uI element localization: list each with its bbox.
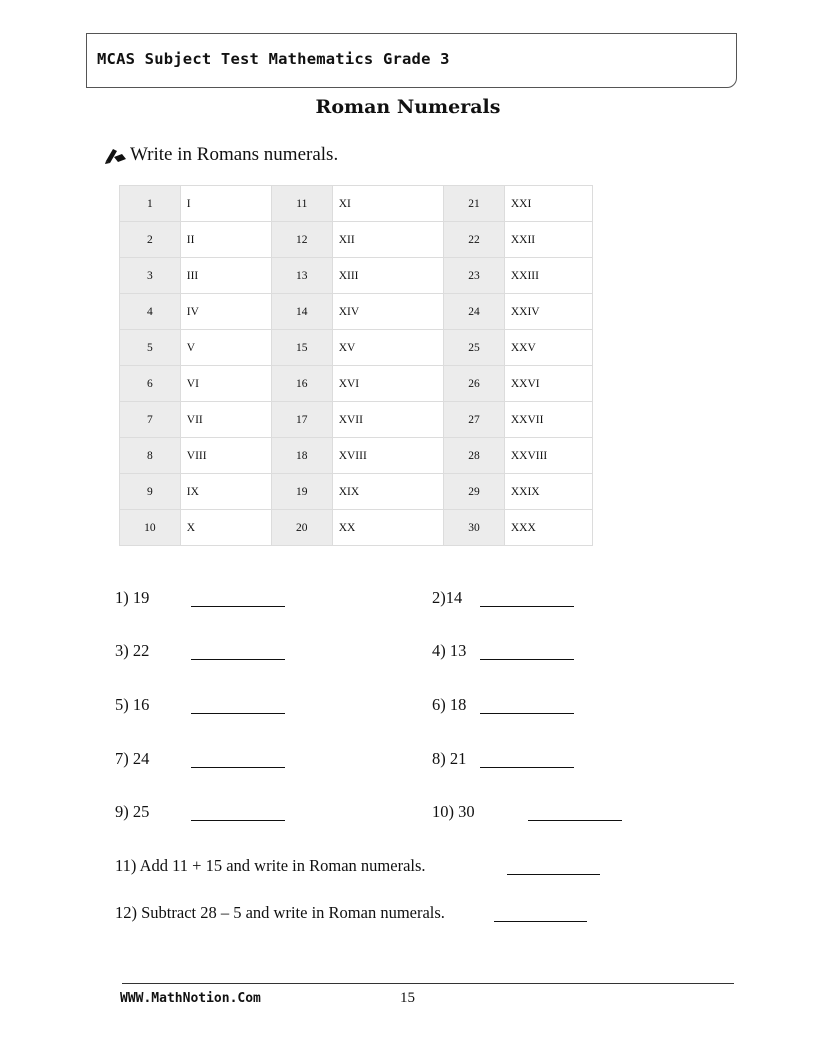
answer-blank-10[interactable] — [528, 820, 622, 821]
roman-cell: XXVII — [504, 402, 592, 438]
roman-reference-table — [119, 185, 593, 546]
roman-cell: VIII — [180, 438, 271, 474]
number-cell: 17 — [271, 402, 332, 438]
number-cell: 3 — [120, 258, 181, 294]
number-cell: 27 — [444, 402, 505, 438]
answer-blank-1[interactable] — [191, 606, 285, 607]
question-7: 7) 24 — [115, 749, 150, 768]
roman-cell: I — [180, 186, 271, 222]
number-cell: 1 — [120, 186, 181, 222]
question-4: 4) 13 — [432, 641, 467, 660]
number-cell: 24 — [444, 294, 505, 330]
table-row — [120, 438, 593, 474]
table-row — [120, 474, 593, 510]
number-cell: 4 — [120, 294, 181, 330]
question-6: 6) 18 — [432, 695, 467, 714]
footer-website: WWW.MathNotion.Com — [120, 991, 261, 1006]
roman-cell: XXII — [504, 222, 592, 258]
roman-cell: XIX — [332, 474, 443, 510]
roman-cell: X — [180, 510, 271, 546]
table-row — [120, 258, 593, 294]
roman-cell: XVIII — [332, 438, 443, 474]
answer-blank-8[interactable] — [480, 767, 574, 768]
pencil-icon — [104, 145, 128, 165]
question-3: 3) 22 — [115, 641, 150, 660]
number-cell: 12 — [271, 222, 332, 258]
question-10: 10) 30 — [432, 802, 475, 821]
roman-cell: XX — [332, 510, 443, 546]
answer-blank-6[interactable] — [480, 713, 574, 714]
table-row — [120, 294, 593, 330]
roman-cell: VI — [180, 366, 271, 402]
number-cell: 2 — [120, 222, 181, 258]
roman-cell: XVI — [332, 366, 443, 402]
roman-cell: II — [180, 222, 271, 258]
roman-cell: XXV — [504, 330, 592, 366]
answer-blank-7[interactable] — [191, 767, 285, 768]
roman-cell: VII — [180, 402, 271, 438]
roman-cell: IV — [180, 294, 271, 330]
number-cell: 25 — [444, 330, 505, 366]
question-2: 2)14 — [432, 588, 463, 607]
roman-cell: III — [180, 258, 271, 294]
question-8: 8) 21 — [432, 749, 467, 768]
header-title: MCAS Subject Test Mathematics Grade 3 — [97, 50, 450, 68]
number-cell: 9 — [120, 474, 181, 510]
page-number: 15 — [400, 990, 415, 1006]
roman-cell: XII — [332, 222, 443, 258]
number-cell: 13 — [271, 258, 332, 294]
roman-cell: XXIV — [504, 294, 592, 330]
instruction — [104, 144, 338, 166]
roman-cell: IX — [180, 474, 271, 510]
answer-blank-5[interactable] — [191, 713, 285, 714]
answer-blank-4[interactable] — [480, 659, 574, 660]
number-cell: 30 — [444, 510, 505, 546]
table-row — [120, 222, 593, 258]
roman-cell: XI — [332, 186, 443, 222]
number-cell: 15 — [271, 330, 332, 366]
answer-blank-2[interactable] — [480, 606, 574, 607]
roman-cell: XXI — [504, 186, 592, 222]
answer-blank-9[interactable] — [191, 820, 285, 821]
number-cell: 18 — [271, 438, 332, 474]
table-row — [120, 510, 593, 546]
instruction-text: Write in Romans numerals. — [130, 144, 339, 165]
footer-divider — [122, 983, 734, 984]
roman-cell: XXVI — [504, 366, 592, 402]
question-9: 9) 25 — [115, 802, 150, 821]
number-cell: 21 — [444, 186, 505, 222]
number-cell: 5 — [120, 330, 181, 366]
answer-blank-12[interactable] — [494, 921, 587, 922]
number-cell: 11 — [271, 186, 332, 222]
number-cell: 16 — [271, 366, 332, 402]
number-cell: 6 — [120, 366, 181, 402]
number-cell: 29 — [444, 474, 505, 510]
roman-cell: XXIX — [504, 474, 592, 510]
roman-cell: XIII — [332, 258, 443, 294]
roman-cell: V — [180, 330, 271, 366]
number-cell: 23 — [444, 258, 505, 294]
number-cell: 28 — [444, 438, 505, 474]
answer-blank-11[interactable] — [507, 874, 600, 875]
question-5: 5) 16 — [115, 695, 150, 714]
number-cell: 20 — [271, 510, 332, 546]
table-row — [120, 330, 593, 366]
question-11: 11) Add 11 + 15 and write in Roman numerals. — [115, 856, 426, 875]
table-row — [120, 186, 593, 222]
answer-blank-3[interactable] — [191, 659, 285, 660]
number-cell: 14 — [271, 294, 332, 330]
roman-cell: XXVIII — [504, 438, 592, 474]
table-row — [120, 402, 593, 438]
number-cell: 7 — [120, 402, 181, 438]
number-cell: 8 — [120, 438, 181, 474]
number-cell: 26 — [444, 366, 505, 402]
question-1: 1) 19 — [115, 588, 150, 607]
page-title: Roman Numerals — [315, 96, 501, 118]
roman-cell: XVII — [332, 402, 443, 438]
number-cell: 19 — [271, 474, 332, 510]
roman-cell: XV — [332, 330, 443, 366]
roman-cell: XXIII — [504, 258, 592, 294]
header-box — [86, 33, 737, 88]
question-12: 12) Subtract 28 – 5 and write in Roman numerals. — [115, 903, 445, 922]
roman-cell: XXX — [504, 510, 592, 546]
number-cell: 22 — [444, 222, 505, 258]
number-cell: 10 — [120, 510, 181, 546]
roman-cell: XIV — [332, 294, 443, 330]
table-row — [120, 366, 593, 402]
